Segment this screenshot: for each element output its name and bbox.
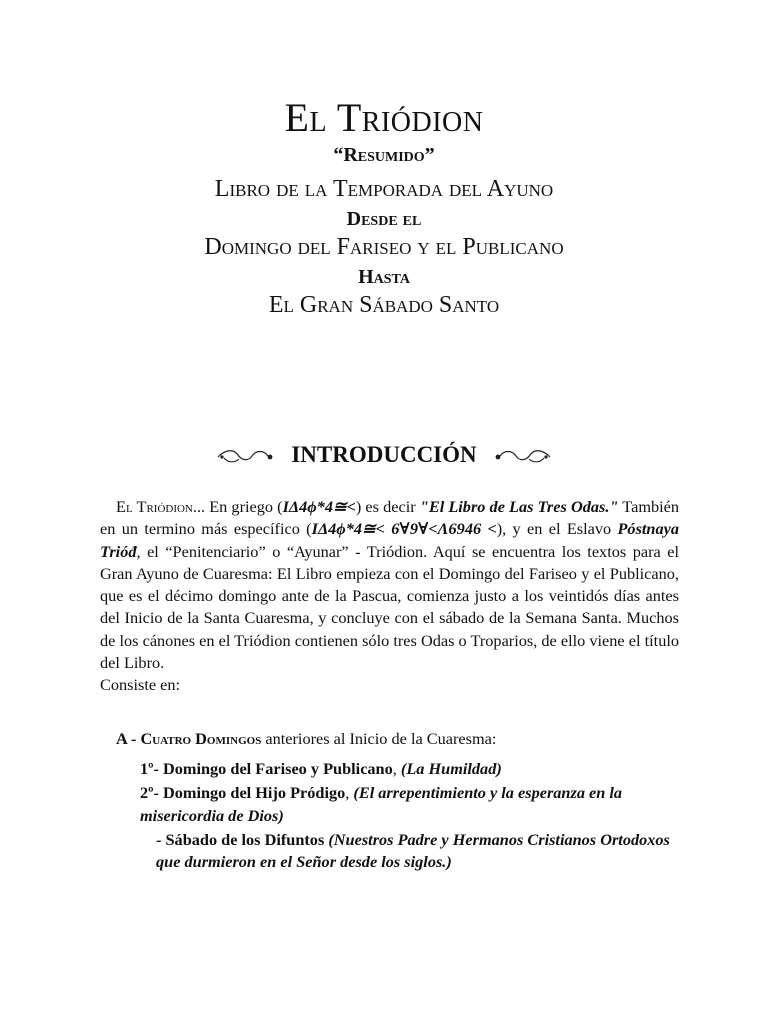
ornament-left-icon	[208, 442, 292, 467]
list-item-description: (La Humildad)	[400, 759, 502, 778]
list-item-title: - Sábado de los Difuntos	[156, 829, 325, 849]
sunday-list	[140, 758, 679, 875]
list-item-separator: ,	[345, 783, 354, 803]
intro-part-1: ) es decir	[355, 497, 420, 516]
section-a	[116, 728, 679, 750]
intro-paragraph	[100, 496, 679, 697]
intro-part-3: ), y en el Eslavo	[496, 519, 618, 539]
section-a-label: A -	[116, 729, 137, 748]
title-resumido: “Resumido”	[333, 144, 435, 166]
list-item-title: 1º- Domingo del Fariseo y Publicano	[140, 759, 393, 778]
section-a-title: Cuatro Domingos	[140, 729, 262, 748]
consiste-label: Consiste en:	[100, 675, 181, 695]
intro-ellipsis: ... En griego (	[192, 497, 283, 516]
section-heading	[0, 440, 768, 470]
greek-term-1: IΔ4ϕ*4≅<	[282, 497, 356, 516]
title-libro: Libro de la Temporada del Ayuno	[214, 176, 554, 202]
title-block	[0, 94, 768, 320]
list-item	[140, 782, 679, 827]
intro-text	[100, 496, 679, 674]
list-item	[156, 829, 679, 874]
greek-term-2: IΔ4ϕ*4≅< 6∀9∀<Λ6946 <	[311, 519, 497, 539]
section-heading-text: INTRODUCCIÓN	[291, 442, 477, 467]
title-hasta: Hasta	[358, 266, 410, 288]
list-item-title: 2º- Domingo del Hijo Pródigo	[140, 783, 346, 803]
list-item-separator: ,	[392, 759, 401, 778]
list-item	[140, 758, 679, 780]
intro-part-2: También en un termino más específico (	[100, 497, 680, 539]
intro-lead: El Triódion	[116, 497, 193, 516]
intro-part-4: , el “Penitenciario” o “Ayunar” - Triódion. Aquí se encuentra los textos para el Gran Ayuno de Cuaresma: El Libro empieza con el Domingo del Fariseo y el Publicano, que es el décimo domingo ante de la Pascua, comienza justo a los veintidós días antes del Inicio de la Santa Cuaresma, y concluye con el sábado de la Semana Santa. Muchos de los cánones en el Triódion contienen sólo tres Odas o Troparios, de ello viene el título del Libro.	[100, 541, 679, 673]
title-gran-sabado: El Gran Sábado Santo	[268, 292, 500, 318]
slavonic-term: Póstnaya Trióđ	[100, 519, 679, 561]
section-a-text: anteriores al Inicio de la Cuaresma:	[261, 729, 497, 748]
list-item-description: (El arrepentimiento y la esperanza en la misericordia de Dios)	[140, 783, 623, 825]
book-title-quote: "El Libro de Las Tres Odas."	[419, 497, 619, 516]
title-domingo: Domingo del Fariseo y el Publicano	[204, 234, 564, 260]
list-item-description: (Nuestros Padre y Hermanos Cristianos Ortodoxos que durmieron en el Señor desde los siglos.)	[156, 829, 670, 872]
document-title: El Triódion	[284, 95, 484, 140]
ornament-right-icon	[482, 442, 560, 467]
title-desde: Desde el	[346, 208, 422, 230]
